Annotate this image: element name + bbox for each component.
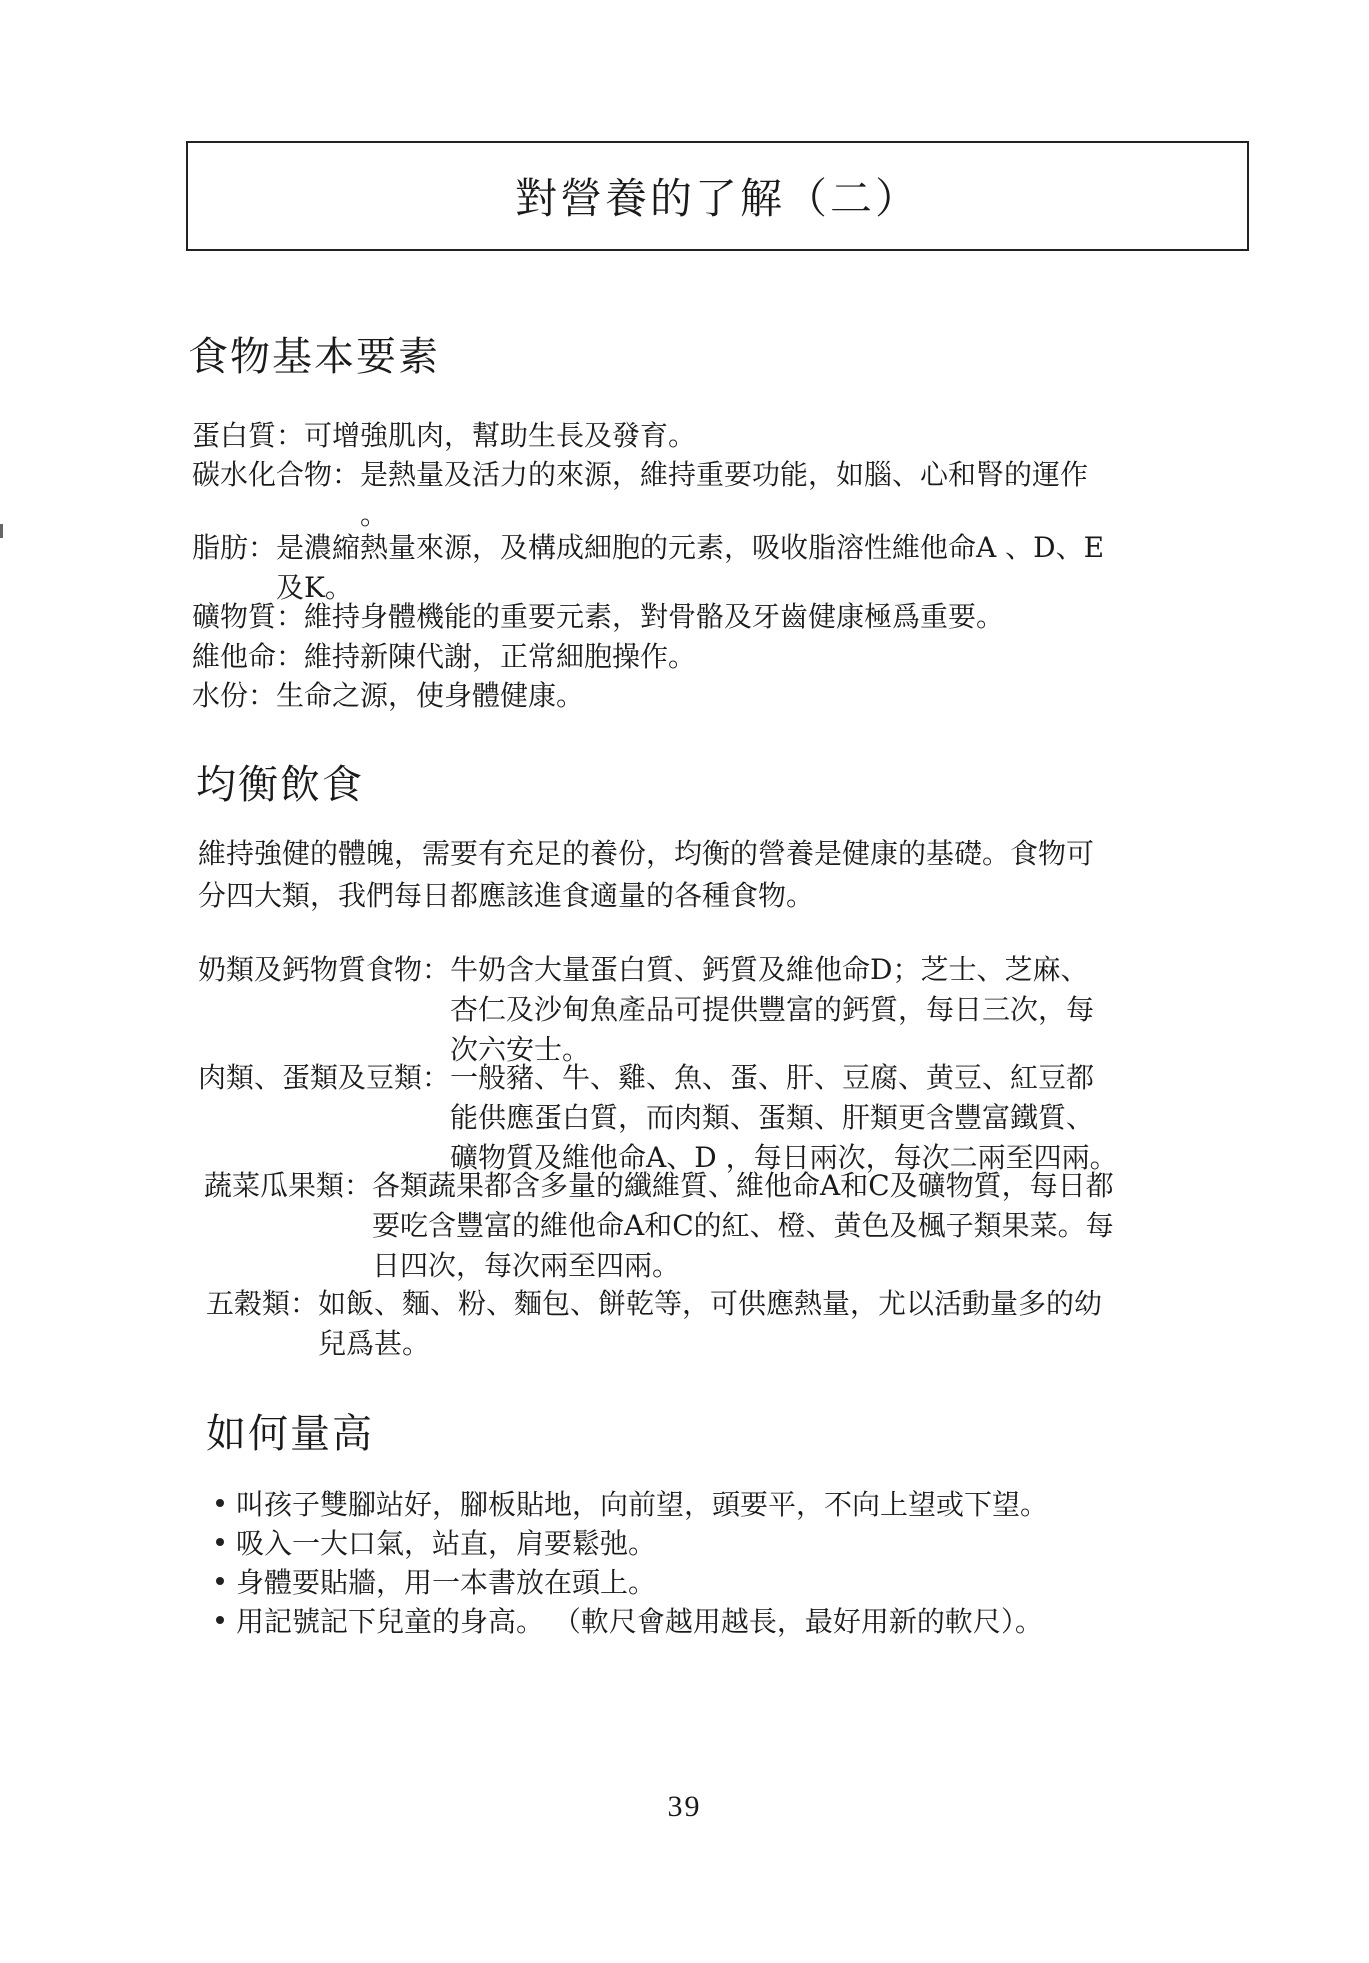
intro-paragraph	[198, 833, 1094, 917]
desc-line: 是熱量及活力的來源，維持重要功能，如腦、心和腎的運作	[360, 458, 1089, 491]
element-row	[192, 597, 1004, 637]
intro-line: 維持強健的體魄，需要有充足的養份，均衡的營養是健康的基礎。食物可	[198, 837, 1095, 870]
element-row	[192, 528, 1104, 608]
element-row	[192, 416, 696, 456]
section-heading-measure-height: 如何量高	[206, 1411, 374, 1457]
list-item	[216, 1600, 1048, 1639]
desc-line: 礦物質及維他命A、D ，每日兩次，每次二兩至四兩。	[450, 1141, 1118, 1174]
list-item-text: 身體要貼牆，用一本書放在頭上。	[236, 1565, 657, 1599]
element-term: 維他命：	[192, 640, 305, 673]
section-heading-food-elements: 食物基本要素	[188, 334, 440, 380]
food-group-term: 五穀類：	[206, 1287, 319, 1320]
food-group-desc	[450, 950, 1094, 1070]
element-term: 水份：	[192, 679, 277, 712]
food-group-row	[206, 1284, 1102, 1364]
desc-line: 要吃含豐富的維他命A和C的紅、橙、黄色及楓子類果菜。每	[372, 1209, 1114, 1242]
element-desc	[360, 455, 1088, 535]
list-item	[216, 1522, 1048, 1561]
element-desc	[304, 416, 696, 456]
food-group-row	[204, 1166, 1114, 1286]
element-desc	[304, 637, 696, 677]
desc-line: 各類蔬果都含多量的纖維質、維他命A和C及礦物質，每日都	[372, 1169, 1114, 1202]
title-box	[186, 141, 1249, 251]
element-term: 碳水化合物：	[192, 458, 361, 491]
bullet-dot	[216, 1538, 224, 1546]
food-group-term: 奶類及鈣物質食物：	[198, 953, 451, 986]
element-row	[192, 637, 696, 677]
desc-line: 杏仁及沙甸魚產品可提供豐富的鈣質，每日三次，每	[450, 993, 1095, 1026]
desc-line: 一般豬、牛、雞、魚、蛋、肝、豆腐、黄豆、紅豆都	[450, 1061, 1095, 1094]
element-desc	[276, 676, 584, 716]
measure-steps-list	[216, 1483, 1048, 1639]
element-term: 礦物質：	[192, 600, 305, 633]
list-item	[216, 1561, 1048, 1600]
scan-mark	[0, 524, 3, 538]
page-title: 對營養的了解（二）	[514, 174, 920, 223]
element-desc	[304, 597, 1004, 637]
desc-line: 及K。	[276, 571, 353, 604]
food-group-row	[198, 1058, 1118, 1178]
list-item-text: 用記號記下兒童的身高。 （軟尺會越用越長，最好用新的軟尺）。	[236, 1604, 1043, 1638]
food-group-row	[198, 950, 1094, 1070]
element-term: 脂肪：	[192, 531, 277, 564]
element-desc	[276, 528, 1104, 608]
desc-line: 日四次，每次兩至四兩。	[372, 1249, 681, 1282]
desc-line: 次六安士。	[450, 1033, 591, 1066]
food-group-desc	[450, 1058, 1118, 1178]
bullet-dot	[216, 1577, 224, 1585]
desc-line: 兒爲甚。	[318, 1327, 431, 1360]
desc-line: 。	[360, 498, 389, 531]
food-group-term: 肉類、蛋類及豆類：	[198, 1061, 451, 1094]
element-row	[192, 455, 1088, 535]
bullet-dot	[216, 1616, 224, 1624]
desc-line: 能供應蛋白質，而肉類、蛋類、肝類更含豐富鐵質、	[450, 1101, 1095, 1134]
bullet-dot	[216, 1499, 224, 1507]
desc-line: 可增強肌肉，幫助生長及發育。	[304, 419, 697, 452]
desc-line: 牛奶含大量蛋白質、鈣質及維他命D；芝士、芝麻、	[450, 953, 1089, 986]
element-term: 蛋白質：	[192, 419, 305, 452]
desc-line: 生命之源，使身體健康。	[276, 679, 585, 712]
food-group-desc	[318, 1284, 1102, 1364]
desc-line: 維持身體機能的重要元素，對骨骼及牙齒健康極爲重要。	[304, 600, 1005, 633]
food-group-desc	[372, 1166, 1114, 1286]
element-row	[192, 676, 584, 716]
list-item	[216, 1483, 1048, 1522]
desc-line: 維持新陳代謝，正常細胞操作。	[304, 640, 697, 673]
list-item-text: 叫孩子雙腳站好，腳板貼地，向前望，頭要平，不向上望或下望。	[236, 1487, 1049, 1521]
desc-line: 如飯、麵、粉、麵包、餅乾等，可供應熱量，尤以活動量多的幼	[318, 1287, 1103, 1320]
page-number: 39	[667, 1790, 702, 1823]
intro-line: 分四大類，我們每日都應該進食適量的各種食物。	[198, 879, 815, 912]
section-heading-balanced-diet: 均衡飲食	[196, 762, 364, 808]
food-group-term: 蔬菜瓜果類：	[204, 1169, 373, 1202]
list-item-text: 吸入一大口氣，站直，肩要鬆弛。	[236, 1526, 657, 1560]
desc-line: 是濃縮熱量來源，及構成細胞的元素，吸收脂溶性維他命A 、D、E	[276, 531, 1105, 564]
